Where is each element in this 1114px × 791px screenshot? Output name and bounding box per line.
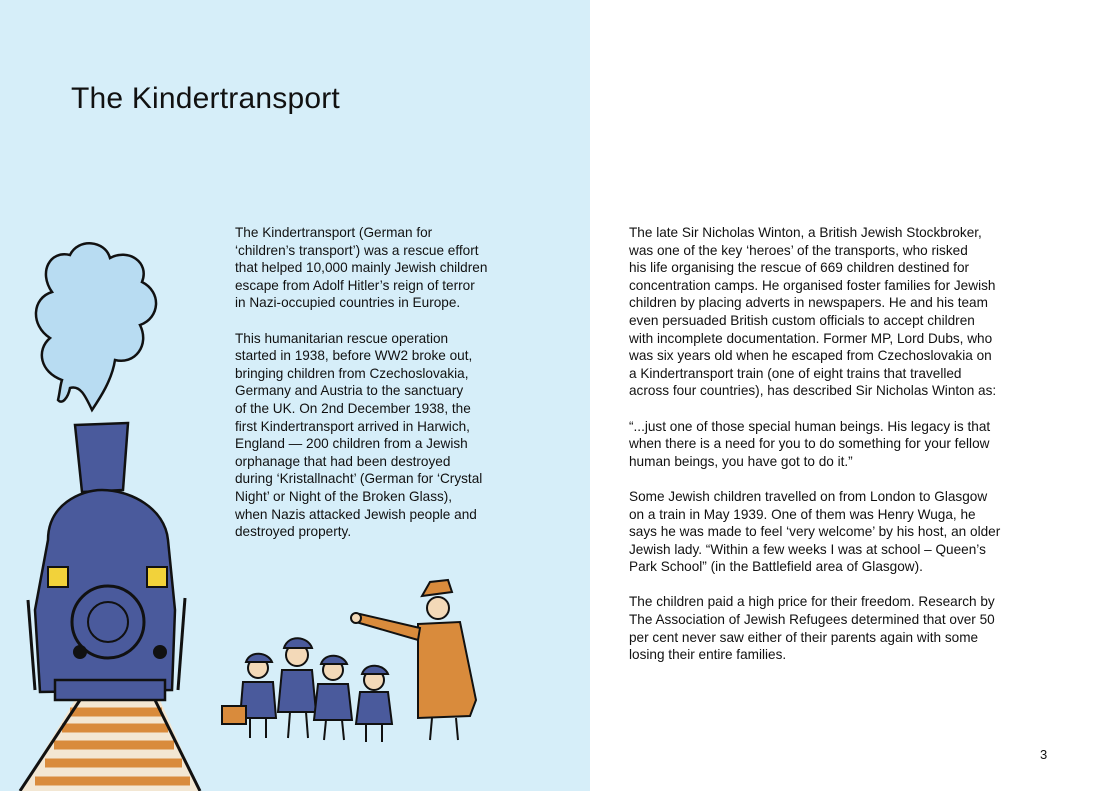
page-number: 3 <box>1040 747 1048 762</box>
left-text-column <box>235 224 535 558</box>
railway-track <box>20 700 200 791</box>
page-title: The Kindertransport <box>71 82 340 115</box>
right-text-column <box>629 224 1049 681</box>
paragraph: The late Sir Nicholas Winton, a British Jewish Stockbroker, was one of the key ‘heroes’ of the transports, who risked his life organising the rescue of 669 children destined for concentration camps. He organised foster families for Jewish children by placing adverts in newspapers. He and his team even persuaded British custom officials to accept children with incomplete documentation. Former MP, Lord Dubs, who was six years old when he escaped from Czechoslovakia on a Kindertransport train (one of eight trains that travelled across four countries), has described Sir Nicholas Winton as: <box>629 225 997 399</box>
train-window-right <box>147 567 167 587</box>
smoke-cloud <box>36 243 156 410</box>
paragraph: Some Jewish children travelled on from London to Glasgow on a train in May 1939. One of them was Henry Wuga, he says he was made to feel ‘very welcome’ by his host, an older Jewish lady. “Within a few weeks I was at school – Queen’s Park School” (in the Battlefield area of Glasgow). <box>629 488 1001 575</box>
paragraph: The Kindertransport (German for ‘children’s transport’) was a rescue effort that helped 10,000 mainly Jewish children escape from Adolf Hitler’s reign of terror in Nazi-occupied countries in Europe. <box>235 225 488 311</box>
children-group <box>222 638 392 742</box>
paragraph: This humanitarian rescue operation started in 1938, before WW2 broke out, bringing children from Czechoslovakia, Germany and Austria to the sanctuary of the UK. On 2nd December 1938, the first Kindertransport arrived in Harwich, England — 200 children from a Jewish orphanage that had been destroyed during ‘Kristallnacht’ (German for ‘Crystal Night’ or Night of the Broken Glass), when Nazis attacked Jewish people and destroyed property. <box>235 330 483 540</box>
paragraph: The children paid a high price for their freedom. Research by The Association of Jewish Refugees determined that over 50 per cent never saw either of their parents again with some losing their entire families. <box>629 594 995 663</box>
quote-paragraph: “...just one of those special human beings. His legacy is that when there is a need for you to do something for your fellow human beings, you have got to do it.” <box>629 418 991 469</box>
train-window-left <box>48 567 68 587</box>
train-chimney <box>75 423 128 492</box>
